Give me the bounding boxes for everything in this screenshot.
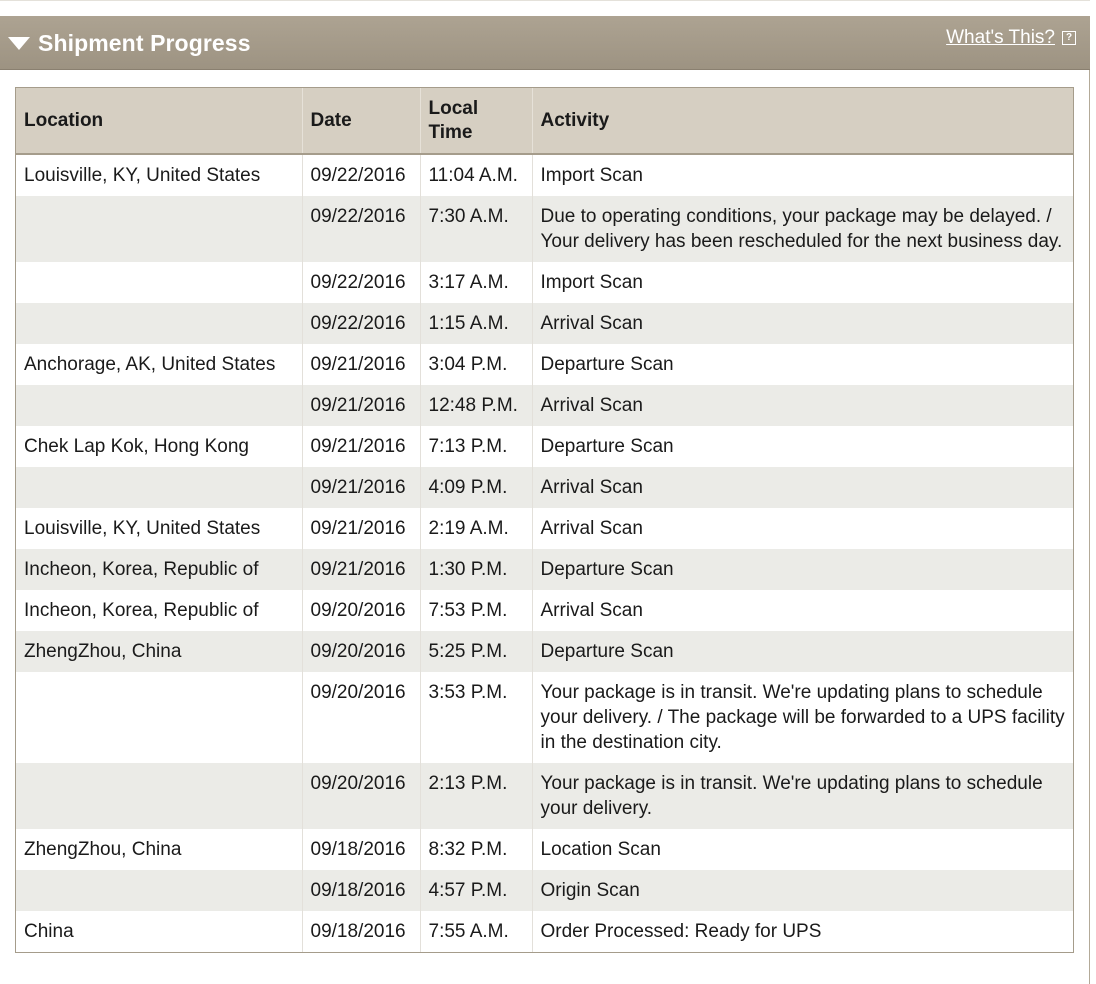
panel-header[interactable] xyxy=(0,16,1090,70)
column-header-local-time xyxy=(420,88,532,154)
date-cell: 09/20/2016 xyxy=(302,763,420,829)
date-cell: 09/22/2016 xyxy=(302,303,420,344)
activity-cell: Order Processed: Ready for UPS xyxy=(540,921,822,942)
local-time-cell: 2:19 A.M. xyxy=(420,508,532,549)
table-row xyxy=(16,303,1073,344)
local-time-cell: 3:17 A.M. xyxy=(420,262,532,303)
location-cell: ZhengZhou, China xyxy=(16,631,302,672)
local-time-cell: 7:13 P.M. xyxy=(420,426,532,467)
table-row xyxy=(16,631,1073,672)
date-cell: 09/22/2016 xyxy=(302,262,420,303)
table-row xyxy=(16,672,1073,763)
location-cell xyxy=(16,763,302,829)
table-row xyxy=(16,262,1073,303)
location-cell xyxy=(16,672,302,763)
activity-cell: Arrival Scan xyxy=(540,477,643,498)
date-cell: 09/21/2016 xyxy=(302,549,420,590)
local-time-cell: 7:30 A.M. xyxy=(420,196,532,262)
date-cell: 09/22/2016 xyxy=(302,196,420,262)
activity-cell: Location Scan xyxy=(540,839,661,860)
table-row xyxy=(16,590,1073,631)
local-time-cell: 7:53 P.M. xyxy=(420,590,532,631)
table-row xyxy=(16,426,1073,467)
table-row xyxy=(16,344,1073,385)
local-time-cell: 7:55 A.M. xyxy=(420,911,532,952)
local-time-cell: 1:30 P.M. xyxy=(420,549,532,590)
local-time-cell: 8:32 P.M. xyxy=(420,829,532,870)
activity-cell: Arrival Scan xyxy=(540,518,643,539)
column-header-local-time-line2: Time xyxy=(428,121,473,143)
column-header-local-time-line1: Local xyxy=(428,97,479,119)
table-row xyxy=(16,467,1073,508)
activity-cell: Arrival Scan xyxy=(540,395,643,416)
activity-cell: Import Scan xyxy=(540,165,643,186)
location-cell: Incheon, Korea, Republic of xyxy=(16,590,302,631)
shipment-progress-panel xyxy=(0,16,1090,984)
location-cell: China xyxy=(16,911,302,952)
table-row xyxy=(16,154,1073,196)
activity-cell: Your package is in transit. We're updating plans to schedule your delivery. / The package will be forwarded to a UPS facility in the destination city. xyxy=(540,682,1065,753)
activity-cell: Your package is in transit. We're updating plans to schedule your delivery. xyxy=(540,773,1043,819)
location-cell: ZhengZhou, China xyxy=(16,829,302,870)
local-time-cell: 4:57 P.M. xyxy=(420,870,532,911)
top-divider xyxy=(0,0,1090,1)
location-cell: Chek Lap Kok, Hong Kong xyxy=(16,426,302,467)
date-cell: 09/18/2016 xyxy=(302,829,420,870)
local-time-cell: 4:09 P.M. xyxy=(420,467,532,508)
date-cell: 09/20/2016 xyxy=(302,590,420,631)
date-cell: 09/20/2016 xyxy=(302,672,420,763)
local-time-cell: 11:04 A.M. xyxy=(420,154,532,196)
location-cell: Incheon, Korea, Republic of xyxy=(16,549,302,590)
location-cell xyxy=(16,196,302,262)
location-cell: Anchorage, AK, United States xyxy=(16,344,302,385)
collapse-triangle-icon[interactable] xyxy=(8,37,30,50)
location-cell xyxy=(16,385,302,426)
panel-title: Shipment Progress xyxy=(38,30,251,56)
table-row xyxy=(16,549,1073,590)
date-cell: 09/18/2016 xyxy=(302,870,420,911)
activity-cell: Arrival Scan xyxy=(540,600,643,621)
table-row xyxy=(16,870,1073,911)
activity-cell: Departure Scan xyxy=(540,354,674,375)
activity-cell: Import Scan xyxy=(540,272,643,293)
date-cell: 09/21/2016 xyxy=(302,467,420,508)
shipment-progress-table xyxy=(15,87,1074,953)
activity-cell: Arrival Scan xyxy=(540,313,643,334)
local-time-cell: 5:25 P.M. xyxy=(420,631,532,672)
date-cell: 09/21/2016 xyxy=(302,508,420,549)
local-time-cell: 3:53 P.M. xyxy=(420,672,532,763)
date-cell: 09/21/2016 xyxy=(302,385,420,426)
column-header-location: Location xyxy=(16,88,302,154)
date-cell: 09/21/2016 xyxy=(302,344,420,385)
local-time-cell: 1:15 A.M. xyxy=(420,303,532,344)
activity-cell: Due to operating conditions, your package may be delayed. / Your delivery has been rescheduled for the next business day. xyxy=(540,206,1063,252)
location-cell xyxy=(16,262,302,303)
table-header-row xyxy=(16,88,1073,154)
table-row xyxy=(16,196,1073,262)
activity-cell: Departure Scan xyxy=(540,559,674,580)
whats-this-link[interactable]: What's This? xyxy=(946,27,1055,48)
location-cell xyxy=(16,303,302,344)
activity-cell: Departure Scan xyxy=(540,436,674,457)
location-cell xyxy=(16,870,302,911)
date-cell: 09/22/2016 xyxy=(302,154,420,196)
date-cell: 09/21/2016 xyxy=(302,426,420,467)
date-cell: 09/20/2016 xyxy=(302,631,420,672)
table-row xyxy=(16,763,1073,829)
help-icon[interactable]: ? xyxy=(1062,31,1076,45)
activity-cell: Origin Scan xyxy=(540,880,640,901)
local-time-cell: 2:13 P.M. xyxy=(420,763,532,829)
location-cell xyxy=(16,467,302,508)
local-time-cell: 3:04 P.M. xyxy=(420,344,532,385)
activity-cell: Departure Scan xyxy=(540,641,674,662)
table-row xyxy=(16,911,1073,952)
table-row xyxy=(16,385,1073,426)
date-cell: 09/18/2016 xyxy=(302,911,420,952)
table-row xyxy=(16,829,1073,870)
column-header-date: Date xyxy=(302,88,420,154)
location-cell: Louisville, KY, United States xyxy=(16,508,302,549)
column-header-activity: Activity xyxy=(532,88,1073,154)
local-time-cell: 12:48 P.M. xyxy=(420,385,532,426)
table-row xyxy=(16,508,1073,549)
location-cell: Louisville, KY, United States xyxy=(16,154,302,196)
